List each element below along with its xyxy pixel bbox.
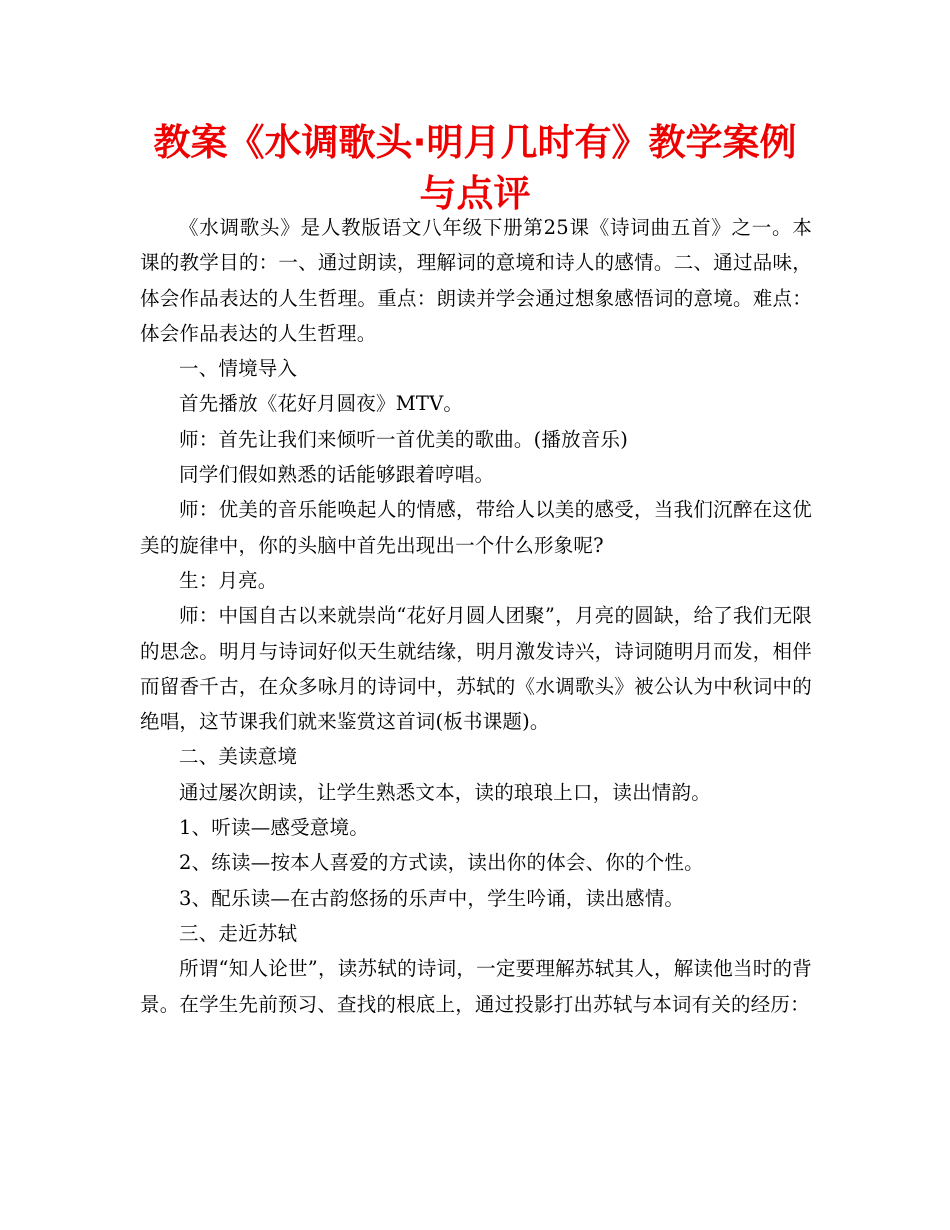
paragraph: 师：优美的音乐能唤起人的情感，带给人以美的感受，当我们沉醉在这优美的旋律中，你的头脑中首先出现出一个什么形象呢? bbox=[140, 498, 812, 557]
section-heading-2: 二、美读意境 bbox=[179, 745, 298, 769]
paragraph: 首先播放《花好月圆夜》MTV。 bbox=[179, 392, 464, 416]
section-heading-3: 三、走近苏轼 bbox=[179, 921, 298, 945]
list-item: 3、配乐读—在古韵悠扬的乐声中，学生吟诵，读出感情。 bbox=[179, 886, 685, 910]
list-item: 1、听读—感受意境。 bbox=[179, 816, 369, 840]
paragraph-intro: 《水调歌头》是人教版语文八年级下册第25课《诗词曲五首》之一。本课的教学目的：一、通过朗读，理解词的意境和诗人的感情。二、通过品味，体会作品表达的人生哲理。重点：朗读并学会通过想象感悟词的意境。难点：体会作品表达的人生哲理。 bbox=[140, 216, 812, 345]
document-body bbox=[140, 210, 812, 1022]
document-title: 教案《水调歌头·明月几时有》教学案例与点评 bbox=[153, 121, 797, 215]
paragraph: 师：中国自古以来就崇尚“花好月圆人团聚”，月亮的圆缺，给了我们无限的思念。明月与诗词好似天生就结缘，明月激发诗兴，诗词随明月而发，相伴而留香千古，在众多咏月的诗词中，苏轼的《水调歌头》被公认为中秋词中的绝唱，这节课我们就来鉴赏这首词(板书课题)。 bbox=[140, 604, 812, 734]
paragraph: 通过屡次朗读，让学生熟悉文本，读的琅琅上口，读出情韵。 bbox=[179, 780, 711, 804]
paragraph: 生：月亮。 bbox=[179, 568, 278, 592]
paragraph: 师：首先让我们来倾听一首优美的歌曲。(播放音乐) bbox=[179, 427, 629, 451]
list-item: 2、练读—按本人喜爱的方式读，读出你的体会、你的个性。 bbox=[179, 851, 704, 875]
section-heading-1: 一、情境导入 bbox=[179, 357, 298, 381]
paragraph: 同学们假如熟悉的话能够跟着哼唱。 bbox=[179, 463, 495, 487]
paragraph: 所谓“知人论世”，读苏轼的诗词，一定要理解苏轼其人，解读他当时的背景。在学生先前预习、查找的根底上，通过投影打出苏轼与本词有关的经历： bbox=[140, 957, 812, 1016]
